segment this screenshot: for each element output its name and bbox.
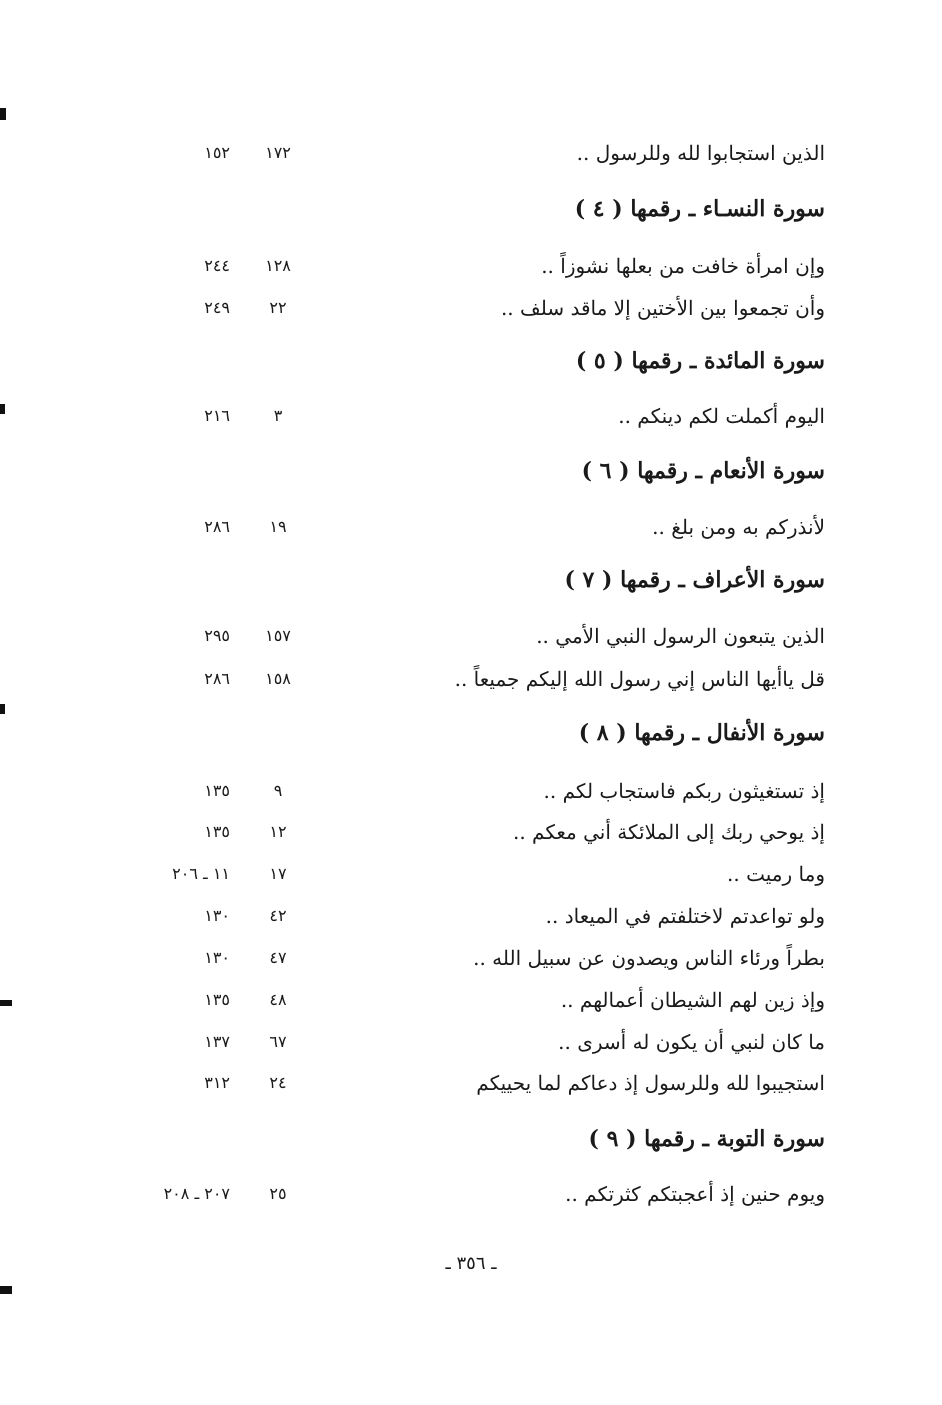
ayah-number: ٤٢ [269,906,287,925]
index-row [120,659,825,699]
verse-text: بطراً ورئاء الناس ويصدون عن سبيل الله .. [473,946,825,970]
scan-mark [0,1000,12,1006]
index-row [120,616,825,656]
page-reference: ١١ ـ ٢٠٦ [172,864,230,883]
verse-text: قل ياأيها الناس إني رسول الله إليكم جميعاً .. [454,667,825,691]
ayah-number: ٤٧ [269,948,287,967]
index-row [120,288,825,328]
ayah-number: ١٧٢ [265,143,291,162]
ayah-number: ٢٤ [269,1073,287,1092]
page-reference: ١٣٥ [204,781,230,800]
page-reference: ٢٨٦ [204,517,230,536]
index-row [120,507,825,547]
surah-heading: سورة الأنفال ـ رقمها ( ٨ ) [578,720,825,746]
index-row [120,980,825,1020]
index-row [120,1063,825,1103]
verse-text: ويوم حنين إذ أعجبتكم كثرتكم .. [565,1182,825,1206]
verse-text: وأن تجمعوا بين الأختين إلا ماقد سلف .. [500,296,825,320]
ayah-number: ١٥٨ [265,669,291,688]
ayah-number: ١٩ [269,517,287,536]
page-reference: ١٣٠ [204,948,230,967]
ayah-number: ١٧ [269,864,287,883]
ayah-number: ٣ [273,406,283,425]
scan-mark [0,1286,12,1294]
page-reference: ٢٨٦ [204,669,230,688]
ayah-number: ٩ [273,781,283,800]
ayah-number: ٢٥ [269,1184,287,1203]
page-reference: ١٣٥ [204,822,230,841]
page-reference: ٢٤٩ [204,298,230,317]
page-reference: ٢٩٥ [204,626,230,645]
verse-text: الذين استجابوا لله وللرسول .. [576,141,825,165]
index-row [120,938,825,978]
ayah-number: ٢٢ [269,298,287,317]
verse-text: وإن امرأة خافت من بعلها نشوزاً .. [541,254,825,278]
page-number: ـ ٣٥٦ ـ [445,1253,497,1274]
surah-heading: سورة المائدة ـ رقمها ( ٥ ) [575,348,825,374]
ayah-number: ٤٨ [269,990,287,1009]
surah-heading: سورة الأنعام ـ رقمها ( ٦ ) [581,458,825,484]
page-reference: ١٣٠ [204,906,230,925]
verse-text: وما رميت .. [727,862,825,886]
verse-text: إذ يوحي ربك إلى الملائكة أني معكم .. [512,820,825,844]
surah-heading: سورة النسـاء ـ رقمها ( ٤ ) [574,196,825,222]
ayah-number: ٦٧ [269,1032,287,1051]
surah-heading: سورة الأعراف ـ رقمها ( ٧ ) [564,567,825,593]
ayah-number: ١٢٨ [265,256,291,275]
scan-mark [0,404,5,414]
page-reference: ٢٤٤ [204,256,230,275]
index-row [120,771,825,811]
scan-mark [0,704,5,714]
scan-mark [0,108,6,120]
verse-text: اليوم أكملت لكم دينكم .. [618,404,825,428]
verse-text: استجيبوا لله وللرسول إذ دعاكم لما يحييكم [476,1071,825,1095]
verse-text: ما كان لنبي أن يكون له أسرى .. [558,1030,825,1054]
index-row [120,812,825,852]
ayah-number: ١٥٧ [265,626,291,645]
ayah-number: ١٢ [269,822,287,841]
index-row [120,896,825,936]
index-row [120,854,825,894]
verse-text: ولو تواعدتم لاختلفتم في الميعاد .. [545,904,825,928]
index-row [120,1022,825,1062]
index-row [120,246,825,286]
verse-text: الذين يتبعون الرسول النبي الأمي .. [536,624,825,648]
page-reference: ١٣٥ [204,990,230,1009]
verse-text: لأنذركم به ومن بلغ .. [652,515,825,539]
page-reference: ١٥٢ [204,143,230,162]
surah-heading: سورة التوبة ـ رقمها ( ٩ ) [588,1126,825,1152]
index-row [120,396,825,436]
verse-text: وإذ زين لهم الشيطان أعمالهم .. [560,988,825,1012]
page-reference: ١٣٧ [204,1032,230,1051]
index-row [120,133,825,173]
page-reference: ٢١٦ [204,406,230,425]
page-reference: ٣١٢ [204,1073,230,1092]
verse-text: إذ تستغيثون ربكم فاستجاب لكم .. [543,779,825,803]
index-row [120,1174,825,1214]
page-reference: ٢٠٧ ـ ٢٠٨ [163,1184,230,1203]
